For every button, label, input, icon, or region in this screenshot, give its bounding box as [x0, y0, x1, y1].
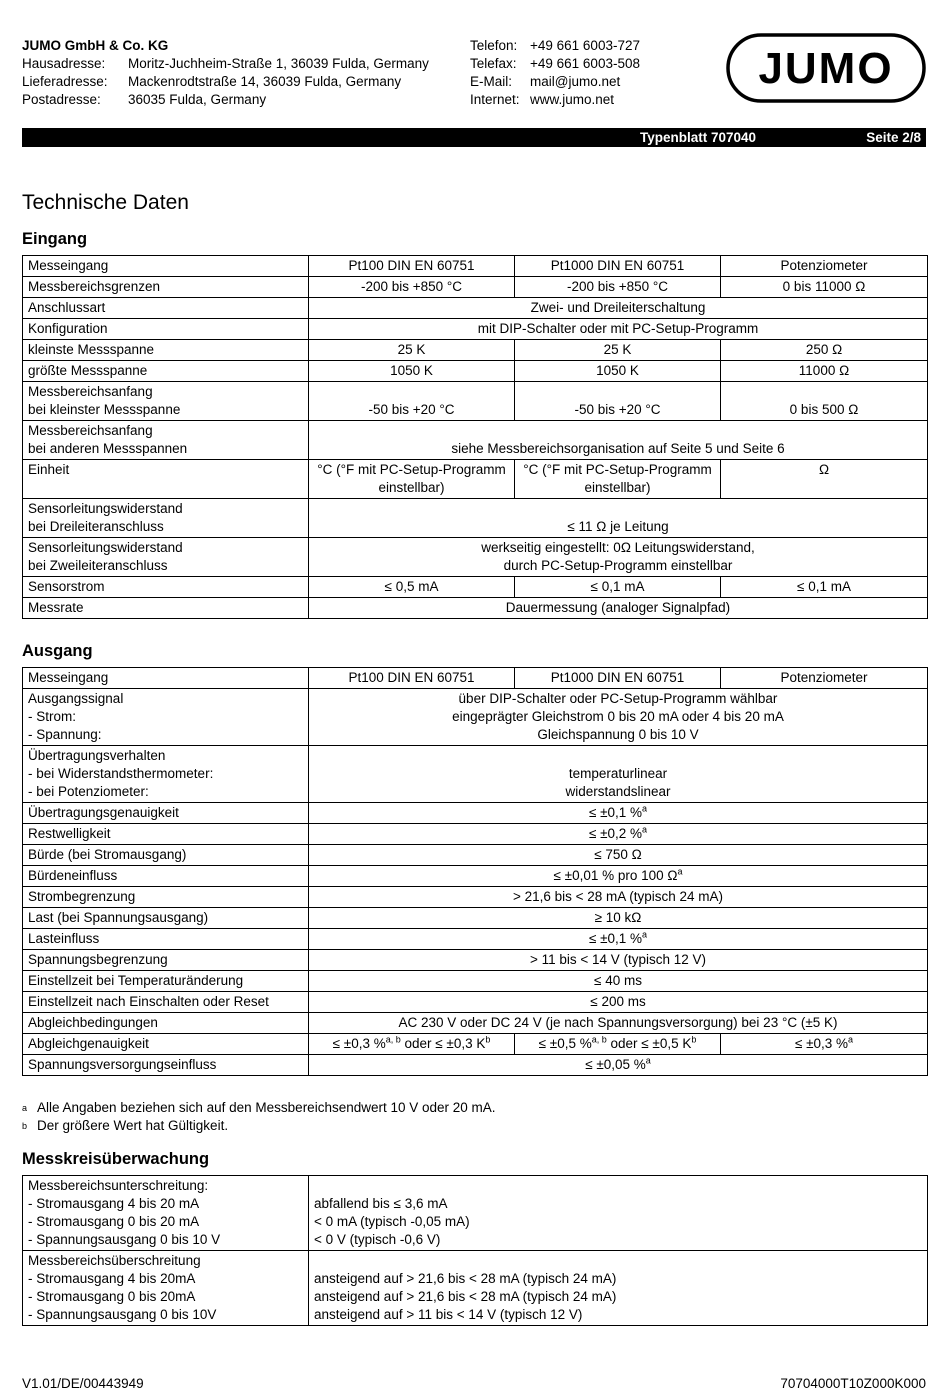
value-text: ≤ 200 ms — [590, 994, 646, 1009]
table-row — [23, 1034, 928, 1055]
contact-row: Internet: www.jumo.net — [470, 92, 615, 107]
row-label: Sensorstrom — [23, 577, 309, 598]
contact-row: Telefon: +49 661 6003-727 — [470, 38, 640, 53]
row-value: 25 K — [309, 340, 515, 361]
row-value: 25 K — [515, 340, 721, 361]
row-value — [309, 689, 928, 746]
value-text: oder ≤ ±0,3 K — [400, 1036, 486, 1051]
row-label: Sensorleitungswiderstand bei Zweileiteranschluss — [23, 538, 309, 577]
company-name: JUMO GmbH & Co. KG — [22, 38, 169, 53]
table-row — [23, 845, 928, 866]
row-value: 0 bis 11000 Ω — [721, 277, 928, 298]
document-bar — [22, 128, 926, 147]
row-value — [309, 1034, 515, 1055]
table-row — [23, 689, 928, 746]
row-value — [721, 1034, 928, 1055]
value-text: oder ≤ ±0,5 K — [606, 1036, 692, 1051]
row-label: Spannungsbegrenzung — [23, 950, 309, 971]
row-value: Dauermessung (analoger Signalpfad) — [309, 598, 928, 619]
value-text: über DIP-Schalter oder PC-Setup-Programm wählbar eingeprägter Gleichstrom 0 bis 20 mA oder 4 bis 20 mA Gleichspannung 0 bis 10 V — [452, 691, 784, 742]
table-row — [23, 1251, 928, 1326]
table-row — [23, 298, 928, 319]
row-label: Messbereichsunterschreitung: - Stromausgang 4 bis 20 mA - Stromausgang 0 bis 20 mA - Spannungsausgang 0 bis 10 V — [23, 1176, 309, 1251]
row-label: Messbereichsüberschreitung - Stromausgang 4 bis 20mA - Stromausgang 0 bis 20mA - Spannungsausgang 0 bis 10V — [23, 1251, 309, 1326]
jumo-logo — [726, 33, 926, 103]
row-value: 1050 K — [515, 361, 721, 382]
ausgang-table — [22, 667, 928, 1076]
row-label: Messeingang — [23, 256, 309, 277]
table-row — [23, 538, 928, 577]
row-label: Spannungsversorgungseinfluss — [23, 1055, 309, 1076]
table-row — [23, 421, 928, 460]
row-value — [309, 824, 928, 845]
row-value — [309, 746, 928, 803]
table-row — [23, 746, 928, 803]
table-row — [23, 908, 928, 929]
value-text: ≤ ±0,2 % — [588, 826, 643, 841]
row-label: Bürdeneinfluss — [23, 866, 309, 887]
row-value — [309, 971, 928, 992]
row-label: Restwelligkeit — [23, 824, 309, 845]
section-heading-ausgang: Ausgang — [22, 642, 93, 660]
footer-version: V1.01/DE/00443949 — [22, 1376, 144, 1391]
row-label: größte Messspanne — [23, 361, 309, 382]
table-row — [23, 950, 928, 971]
row-value — [309, 1055, 928, 1076]
table-row — [23, 1013, 928, 1034]
table-row — [23, 992, 928, 1013]
address-row: Hausadresse: Moritz-Juchheim-Straße 1, 36039 Fulda, Germany — [22, 56, 429, 71]
value-text: ≤ ±0,01 % pro 100 Ω — [553, 868, 678, 883]
row-label: Messeingang — [23, 668, 309, 689]
footer-code: 70704000T10Z000K000 — [780, 1376, 926, 1391]
row-value: -200 bis +850 °C — [309, 277, 515, 298]
row-value: siehe Messbereichsorganisation auf Seite 5 und Seite 6 — [309, 421, 928, 460]
table-row — [23, 1176, 928, 1251]
table-row — [23, 499, 928, 538]
row-value: ansteigend auf > 21,6 bis < 28 mA (typisch 24 mA) ansteigend auf > 21,6 bis < 28 mA (typisch 24 mA) ansteigend auf > 11 bis < 14 V (typisch 12 V) — [309, 1251, 928, 1326]
row-value — [515, 1034, 721, 1055]
value-text: > 11 bis < 14 V (typisch 12 V) — [529, 952, 707, 967]
value-text: temperaturlinear widerstandslinear — [565, 766, 671, 799]
footnote-ref: a — [645, 1055, 651, 1066]
value-text: AC 230 V oder DC 24 V (je nach Spannungsversorgung) bei 23 °C (±5 K) — [398, 1015, 838, 1030]
row-value: abfallend bis ≤ 3,6 mA < 0 mA (typisch -0,05 mA) < 0 V (typisch -0,6 V) — [309, 1176, 928, 1251]
value-text: ≤ 750 Ω — [594, 847, 642, 862]
row-label: Last (bei Spannungsausgang) — [23, 908, 309, 929]
row-value: werkseitig eingestellt: 0Ω Leitungswiderstand, durch PC-Setup-Programm einstellbar — [309, 538, 928, 577]
contact-row: E-Mail: mail@jumo.net — [470, 74, 621, 89]
row-value: 0 bis 500 Ω — [721, 382, 928, 421]
row-label: Anschlussart — [23, 298, 309, 319]
table-row — [23, 824, 928, 845]
row-label: Übertragungsverhalten - bei Widerstandsthermometer: - bei Potenziometer: — [23, 746, 309, 803]
row-value — [309, 887, 928, 908]
row-label: Messbereichsanfang bei kleinster Messspanne — [23, 382, 309, 421]
value-text: ≤ 40 ms — [594, 973, 642, 988]
value-text: ≥ 10 kΩ — [594, 910, 642, 925]
address-row: Postadresse: 36035 Fulda, Germany — [22, 92, 267, 107]
row-value: ≤ 0,5 mA — [309, 577, 515, 598]
footnote: a Alle Angaben beziehen sich auf den Messbereichsendwert 10 V oder 20 mA. — [22, 1100, 496, 1115]
row-value: -50 bis +20 °C — [309, 382, 515, 421]
value-text: ≤ ±0,3 % — [794, 1036, 849, 1051]
row-value: Pt100 DIN EN 60751 — [309, 256, 515, 277]
value-text: ≤ ±0,1 % — [588, 805, 643, 820]
row-value — [309, 929, 928, 950]
row-label: Übertragungsgenauigkeit — [23, 803, 309, 824]
table-row — [23, 361, 928, 382]
row-value: 1050 K — [309, 361, 515, 382]
company-address-block — [22, 37, 429, 109]
page-title: Technische Daten — [22, 191, 189, 214]
row-value — [309, 803, 928, 824]
footnote-ref: a — [642, 803, 648, 814]
table-row — [23, 866, 928, 887]
value-text: ≤ ±0,1 % — [588, 931, 643, 946]
row-value — [309, 845, 928, 866]
row-value: Ω — [721, 460, 928, 499]
row-value: -50 bis +20 °C — [515, 382, 721, 421]
footnote: b Der größere Wert hat Gültigkeit. — [22, 1118, 229, 1133]
row-value: Pt1000 DIN EN 60751 — [515, 256, 721, 277]
row-value: ≤ 11 Ω je Leitung — [309, 499, 928, 538]
contact-block — [470, 37, 640, 109]
row-value: ≤ 0,1 mA — [515, 577, 721, 598]
row-value: Pt1000 DIN EN 60751 — [515, 668, 721, 689]
row-value — [309, 908, 928, 929]
contact-row: Telefax: +49 661 6003-508 — [470, 56, 640, 71]
row-value: Potenziometer — [721, 668, 928, 689]
table-row — [23, 577, 928, 598]
row-value: ≤ 0,1 mA — [721, 577, 928, 598]
row-value: °C (°F mit PC-Setup-Programm einstellbar) — [309, 460, 515, 499]
row-label: Abgleichbedingungen — [23, 1013, 309, 1034]
row-value — [309, 992, 928, 1013]
footnote-ref: b — [691, 1034, 697, 1045]
page-number: Seite 2/8 — [866, 130, 921, 145]
row-label: Lasteinfluss — [23, 929, 309, 950]
row-value: °C (°F mit PC-Setup-Programm einstellbar) — [515, 460, 721, 499]
row-value — [309, 950, 928, 971]
eingang-table — [22, 255, 928, 619]
footnote-ref: a, b — [591, 1034, 607, 1045]
footnote-ref: a — [848, 1034, 854, 1045]
row-value — [309, 866, 928, 887]
value-text: ≤ ±0,3 % — [332, 1036, 386, 1051]
table-row — [23, 971, 928, 992]
value-text: > 21,6 bis < 28 mA (typisch 24 mA) — [512, 889, 724, 904]
row-value: Zwei- und Dreileiterschaltung — [309, 298, 928, 319]
table-row — [23, 1055, 928, 1076]
footnote-ref: a — [677, 866, 683, 877]
footnote-ref: a — [642, 929, 648, 940]
row-label: Messrate — [23, 598, 309, 619]
row-label: Messbereichsanfang bei anderen Messspannen — [23, 421, 309, 460]
table-row — [23, 277, 928, 298]
table-row — [23, 929, 928, 950]
section-heading-messkreis: Messkreisüberwachung — [22, 1150, 210, 1168]
footnote-ref: b — [485, 1034, 491, 1045]
section-heading-eingang: Eingang — [22, 230, 88, 248]
row-label: Messbereichsgrenzen — [23, 277, 309, 298]
svg-text:JUMO: JUMO — [758, 44, 894, 93]
value-text: ≤ ±0,05 % — [585, 1057, 646, 1072]
row-label: Einstellzeit nach Einschalten oder Reset — [23, 992, 309, 1013]
table-row — [23, 598, 928, 619]
table-row — [23, 256, 928, 277]
value-text: ≤ ±0,5 % — [538, 1036, 592, 1051]
table-row — [23, 803, 928, 824]
row-value: 11000 Ω — [721, 361, 928, 382]
table-row — [23, 382, 928, 421]
row-value: Pt100 DIN EN 60751 — [309, 668, 515, 689]
row-label: Einheit — [23, 460, 309, 499]
table-row — [23, 887, 928, 908]
row-label: Ausgangssignal - Strom: - Spannung: — [23, 689, 309, 746]
row-label: Einstellzeit bei Temperaturänderung — [23, 971, 309, 992]
row-label: Abgleichgenauigkeit — [23, 1034, 309, 1055]
row-label: Bürde (bei Stromausgang) — [23, 845, 309, 866]
row-label: Strombegrenzung — [23, 887, 309, 908]
document-number: Typenblatt 707040 — [640, 130, 757, 145]
table-row — [23, 668, 928, 689]
row-value: 250 Ω — [721, 340, 928, 361]
row-label: kleinste Messspanne — [23, 340, 309, 361]
footnote-ref: a, b — [385, 1034, 401, 1045]
table-row — [23, 460, 928, 499]
messkreis-table — [22, 1175, 928, 1326]
row-value: Potenziometer — [721, 256, 928, 277]
row-value: -200 bis +850 °C — [515, 277, 721, 298]
table-row — [23, 340, 928, 361]
table-row — [23, 319, 928, 340]
row-value: mit DIP-Schalter oder mit PC-Setup-Programm — [309, 319, 928, 340]
footnote-ref: a — [642, 824, 648, 835]
row-label: Konfiguration — [23, 319, 309, 340]
row-value — [309, 1013, 928, 1034]
address-row: Lieferadresse: Mackenrodtstraße 14, 36039 Fulda, Germany — [22, 74, 402, 89]
row-label: Sensorleitungswiderstand bei Dreileiteranschluss — [23, 499, 309, 538]
footnotes — [22, 1099, 496, 1135]
